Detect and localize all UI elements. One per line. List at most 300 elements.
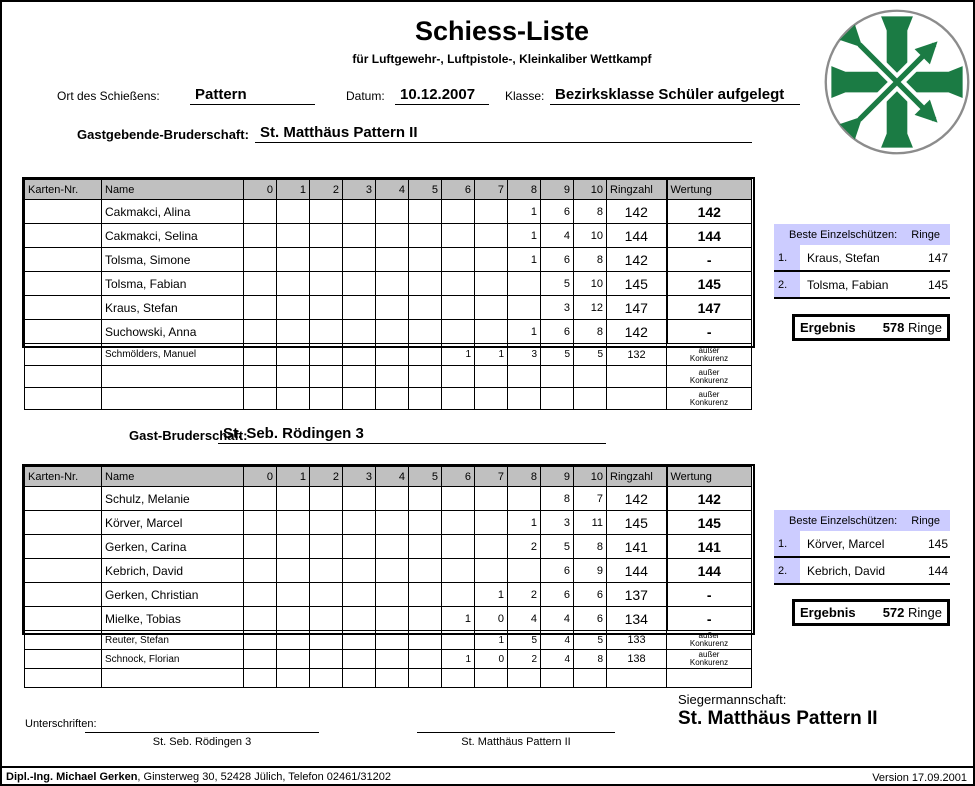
best-ringe: 145 [927,536,948,551]
hit-cell [310,559,343,583]
column-header: 3 [343,180,376,200]
hit-cell: 3 [541,511,574,535]
column-header: 2 [310,467,343,487]
wertung-cell: - [667,248,752,272]
hit-cell [574,669,607,688]
hit-cell [442,535,475,559]
hit-cell [343,511,376,535]
hit-cell [343,272,376,296]
hit-cell [409,631,442,650]
guest-brotherhood-label: Gast-Bruderschaft: [129,428,248,443]
hit-cell: 10 [574,272,607,296]
hit-cell [277,224,310,248]
hit-cell: 4 [541,607,574,631]
best-ringe: 145 [927,277,948,292]
hit-cell [343,487,376,511]
hit-cell [409,669,442,688]
ringzahl-cell: 142 [607,320,667,344]
column-header: 5 [409,467,442,487]
name-cell [102,669,244,688]
guest-score-table [24,466,752,688]
karten-nr-cell [25,200,102,224]
hit-cell [376,224,409,248]
hit-cell [442,224,475,248]
hit-cell: 8 [574,650,607,669]
hit-cell: 6 [574,607,607,631]
hit-cell [343,650,376,669]
hit-cell: 4 [508,607,541,631]
karten-nr-cell [25,607,102,631]
note-line: Konkurenz [689,375,729,385]
column-header: 1 [277,467,310,487]
column-header: 3 [343,467,376,487]
best-name: Kraus, Stefan [807,250,880,265]
wertung-note-cell [667,669,752,688]
hit-cell [475,366,508,388]
shooter-row [25,248,752,272]
hit-cell [376,583,409,607]
wertung-cell: 144 [667,224,752,248]
shooter-row [25,511,752,535]
ort-value: Pattern [190,84,315,105]
best-panel-header [774,510,950,531]
hit-cell [343,669,376,688]
signatures-label: Unterschriften: [25,718,97,730]
best-title: Beste Einzelschützen: [789,514,898,527]
hit-cell: 6 [541,559,574,583]
note-line: außer [698,631,720,640]
hit-cell [310,650,343,669]
hit-cell [376,607,409,631]
extra-shooter-row [25,344,752,366]
hit-cell [376,511,409,535]
hit-cell [310,607,343,631]
wertung-cell: 141 [667,535,752,559]
hit-cell: 1 [442,607,475,631]
hit-cell [244,607,277,631]
hit-cell [409,650,442,669]
ringzahl-cell: 142 [607,487,667,511]
hit-cell [475,535,508,559]
hit-cell [343,631,376,650]
column-header: 2 [310,180,343,200]
footer-version: Version 17.09.2001 [872,772,967,784]
ringzahl-cell [607,669,667,688]
hit-cell: 6 [541,583,574,607]
ringzahl-cell: 134 [607,607,667,631]
column-header: Karten-Nr. [25,180,102,200]
ringzahl-cell: 137 [607,583,667,607]
name-cell: Schnock, Florian [102,650,244,669]
hit-cell: 9 [574,559,607,583]
hit-cell [244,344,277,366]
hit-cell [475,272,508,296]
name-cell: Schmölders, Manuel [102,344,244,366]
best-entry [774,245,950,272]
hit-cell [277,366,310,388]
column-header: 8 [508,180,541,200]
hit-cell [409,366,442,388]
best-entry [774,558,950,585]
hit-cell [277,669,310,688]
hit-cell [277,583,310,607]
ringzahl-cell: 132 [607,344,667,366]
hit-cell [277,650,310,669]
hit-cell: 7 [574,487,607,511]
hit-cell [442,296,475,320]
hit-cell [343,344,376,366]
hit-cell [508,296,541,320]
hit-cell [376,388,409,410]
column-header: 0 [244,180,277,200]
hit-cell [310,487,343,511]
hit-cell [409,224,442,248]
karten-nr-cell [25,535,102,559]
hit-cell: 1 [508,511,541,535]
hit-cell [475,388,508,410]
shooter-row [25,272,752,296]
hit-cell [475,200,508,224]
ringzahl-cell: 145 [607,272,667,296]
hit-cell [310,366,343,388]
karten-nr-cell [25,388,102,410]
best-rank: 2. [774,272,800,297]
hit-cell [310,535,343,559]
hit-cell [475,487,508,511]
column-header: 9 [541,467,574,487]
hit-cell: 5 [574,344,607,366]
column-header: 8 [508,467,541,487]
hit-cell [376,487,409,511]
hit-cell [508,366,541,388]
ringzahl-cell: 145 [607,511,667,535]
hit-cell [376,272,409,296]
hit-cell [244,535,277,559]
hit-cell [244,583,277,607]
hit-cell [244,650,277,669]
hit-cell: 1 [475,631,508,650]
best-entry [774,531,950,558]
hit-cell [376,344,409,366]
winner-value: St. Matthäus Pattern II [678,708,878,729]
hit-cell [376,535,409,559]
guest-best-panel [774,510,950,585]
hit-cell [244,200,277,224]
shooter-row [25,296,752,320]
hit-cell: 4 [541,650,574,669]
hit-cell: 11 [574,511,607,535]
hit-cell [376,320,409,344]
extra-shooter-row [25,366,752,388]
best-ringe: 147 [927,250,948,265]
note-line: außer [698,650,720,659]
hit-cell [277,487,310,511]
hit-cell [244,631,277,650]
hit-cell [409,248,442,272]
ergebnis-unit: Ringe [908,320,942,335]
column-header: 10 [574,467,607,487]
shooter-row [25,583,752,607]
hit-cell: 8 [574,535,607,559]
hit-cell [277,388,310,410]
hit-cell [277,320,310,344]
hit-cell [541,366,574,388]
karten-nr-cell [25,669,102,688]
note-line: außer [698,345,720,355]
hit-cell: 4 [541,631,574,650]
note-line: außer [698,389,720,399]
hit-cell [475,669,508,688]
hit-cell [244,669,277,688]
ringzahl-cell: 144 [607,224,667,248]
hit-cell: 1 [508,248,541,272]
column-header: Wertung [667,180,752,200]
page-subtitle: für Luftgewehr-, Luftpistole-, Kleinkaliber Wettkampf [352,52,652,66]
hit-cell [442,200,475,224]
hit-cell [409,535,442,559]
hit-cell [277,511,310,535]
name-cell: Tolsma, Fabian [102,272,244,296]
hit-cell: 1 [508,320,541,344]
hit-cell [574,366,607,388]
klasse-value: Bezirksklasse Schüler aufgelegt [550,84,800,105]
column-header: 0 [244,467,277,487]
column-header: Karten-Nr. [25,467,102,487]
wertung-note-cell [667,366,752,388]
karten-nr-cell [25,650,102,669]
hit-cell [343,583,376,607]
wertung-cell: - [667,607,752,631]
hit-cell [277,607,310,631]
shooter-row [25,224,752,248]
hit-cell [277,344,310,366]
wertung-cell: 147 [667,296,752,320]
hit-cell [376,366,409,388]
hit-cell [409,388,442,410]
hit-cell: 0 [475,607,508,631]
host-ergebnis-box [792,314,950,341]
ringzahl-cell: 138 [607,650,667,669]
hit-cell [244,296,277,320]
karten-nr-cell [25,344,102,366]
hit-cell [442,366,475,388]
hit-cell [508,669,541,688]
hit-cell: 1 [442,344,475,366]
footer-contact [6,771,391,783]
hit-cell [310,296,343,320]
note-line: Konkurenz [689,397,729,407]
extra-shooter-row [25,631,752,650]
column-header: 9 [541,180,574,200]
name-cell [102,366,244,388]
hit-cell: 1 [508,200,541,224]
hit-cell [277,535,310,559]
best-rank: 1. [774,245,800,270]
hit-cell: 8 [574,200,607,224]
hit-cell: 8 [574,320,607,344]
karten-nr-cell [25,559,102,583]
wertung-cell: 145 [667,511,752,535]
shooter-row [25,559,752,583]
hit-cell [376,296,409,320]
best-ringe: 144 [927,563,948,578]
ergebnis-label: Ergebnis [800,605,856,620]
karten-nr-cell [25,583,102,607]
hit-cell [343,366,376,388]
guest-brotherhood-value: St. Seb. Rödingen 3 [218,423,606,444]
hit-cell [343,388,376,410]
hit-cell: 2 [508,650,541,669]
footer-contact-name: Dipl.-Ing. Michael Gerken [6,771,138,783]
karten-nr-cell [25,224,102,248]
wertung-note-cell [667,344,752,366]
hit-cell: 1 [475,344,508,366]
name-cell: Suchowski, Anna [102,320,244,344]
hit-cell [343,248,376,272]
best-name: Kebrich, David [807,563,886,578]
karten-nr-cell [25,296,102,320]
hit-cell [541,669,574,688]
hit-cell [475,248,508,272]
ort-label: Ort des Schießens: [57,89,160,103]
ringzahl-cell: 141 [607,535,667,559]
hit-cell [541,388,574,410]
wertung-cell: 144 [667,559,752,583]
hit-cell [244,559,277,583]
cross-and-arrows-icon [822,7,972,157]
hit-cell [244,248,277,272]
best-panel-header [774,224,950,245]
hit-cell [244,487,277,511]
signature-line-left [85,732,319,733]
hit-cell: 5 [541,272,574,296]
note-line: Konkurenz [689,353,729,363]
ergebnis-value-group [883,605,942,620]
hit-cell [376,200,409,224]
hit-cell [508,388,541,410]
hit-cell [343,559,376,583]
best-unit-label: Ringe [911,228,940,241]
name-cell: Cakmakci, Alina [102,200,244,224]
hit-cell [409,607,442,631]
hit-cell [508,559,541,583]
footer-separator [2,766,973,768]
hit-cell: 4 [541,224,574,248]
hit-cell [409,511,442,535]
karten-nr-cell [25,248,102,272]
hit-cell: 0 [475,650,508,669]
column-header: Ringzahl [607,180,667,200]
hit-cell [442,487,475,511]
ringzahl-cell: 147 [607,296,667,320]
name-cell: Kraus, Stefan [102,296,244,320]
hit-cell [244,366,277,388]
note-line: Konkurenz [689,658,729,667]
hit-cell [376,650,409,669]
hit-cell [343,535,376,559]
name-cell: Kebrich, David [102,559,244,583]
hit-cell [508,487,541,511]
column-header-row [25,180,752,200]
best-title: Beste Einzelschützen: [789,228,898,241]
hit-cell [343,224,376,248]
karten-nr-cell [25,366,102,388]
hit-cell [475,296,508,320]
name-cell: Cakmakci, Selina [102,224,244,248]
hit-cell [376,631,409,650]
column-header-row [25,467,752,487]
best-name: Körver, Marcel [807,536,885,551]
hit-cell [310,669,343,688]
wertung-cell: - [667,583,752,607]
column-header: 7 [475,180,508,200]
hit-cell [508,272,541,296]
hit-cell [442,583,475,607]
hit-cell [244,320,277,344]
column-header: Wertung [667,467,752,487]
column-header: 6 [442,467,475,487]
hit-cell [376,669,409,688]
karten-nr-cell [25,272,102,296]
shooter-row [25,535,752,559]
hit-cell [343,296,376,320]
ringzahl-cell: 142 [607,200,667,224]
ergebnis-value-group [883,320,942,335]
hit-cell [475,511,508,535]
hit-cell [574,388,607,410]
hit-cell: 1 [508,224,541,248]
ringzahl-cell [607,388,667,410]
extra-shooter-row [25,388,752,410]
shooter-row [25,487,752,511]
hit-cell [409,320,442,344]
hit-cell [442,388,475,410]
datum-label: Datum: [346,89,385,103]
extra-shooter-row [25,650,752,669]
hit-cell [244,272,277,296]
hit-cell [475,559,508,583]
winner-label: Siegermannschaft: [678,692,787,707]
brotherhood-logo [822,7,972,157]
hit-cell [310,200,343,224]
hit-cell [310,320,343,344]
hit-cell: 6 [541,200,574,224]
name-cell: Gerken, Carina [102,535,244,559]
page-title: Schiess-Liste [414,16,590,46]
host-best-panel [774,224,950,299]
hit-cell [475,224,508,248]
hit-cell [277,272,310,296]
best-rank: 1. [774,531,800,556]
karten-nr-cell [25,487,102,511]
column-header: Ringzahl [607,467,667,487]
hit-cell: 1 [442,650,475,669]
ringzahl-cell: 144 [607,559,667,583]
host-brotherhood-value: St. Matthäus Pattern II [255,122,752,143]
column-header: 4 [376,467,409,487]
hit-cell: 6 [541,248,574,272]
hit-cell [310,631,343,650]
note-line: außer [698,367,720,377]
hit-cell [409,200,442,224]
extra-shooter-row [25,669,752,688]
best-name: Tolsma, Fabian [807,277,889,292]
hit-cell: 2 [508,583,541,607]
name-cell [102,388,244,410]
signature-line-right [417,732,615,733]
hit-cell [310,511,343,535]
column-header: 6 [442,180,475,200]
